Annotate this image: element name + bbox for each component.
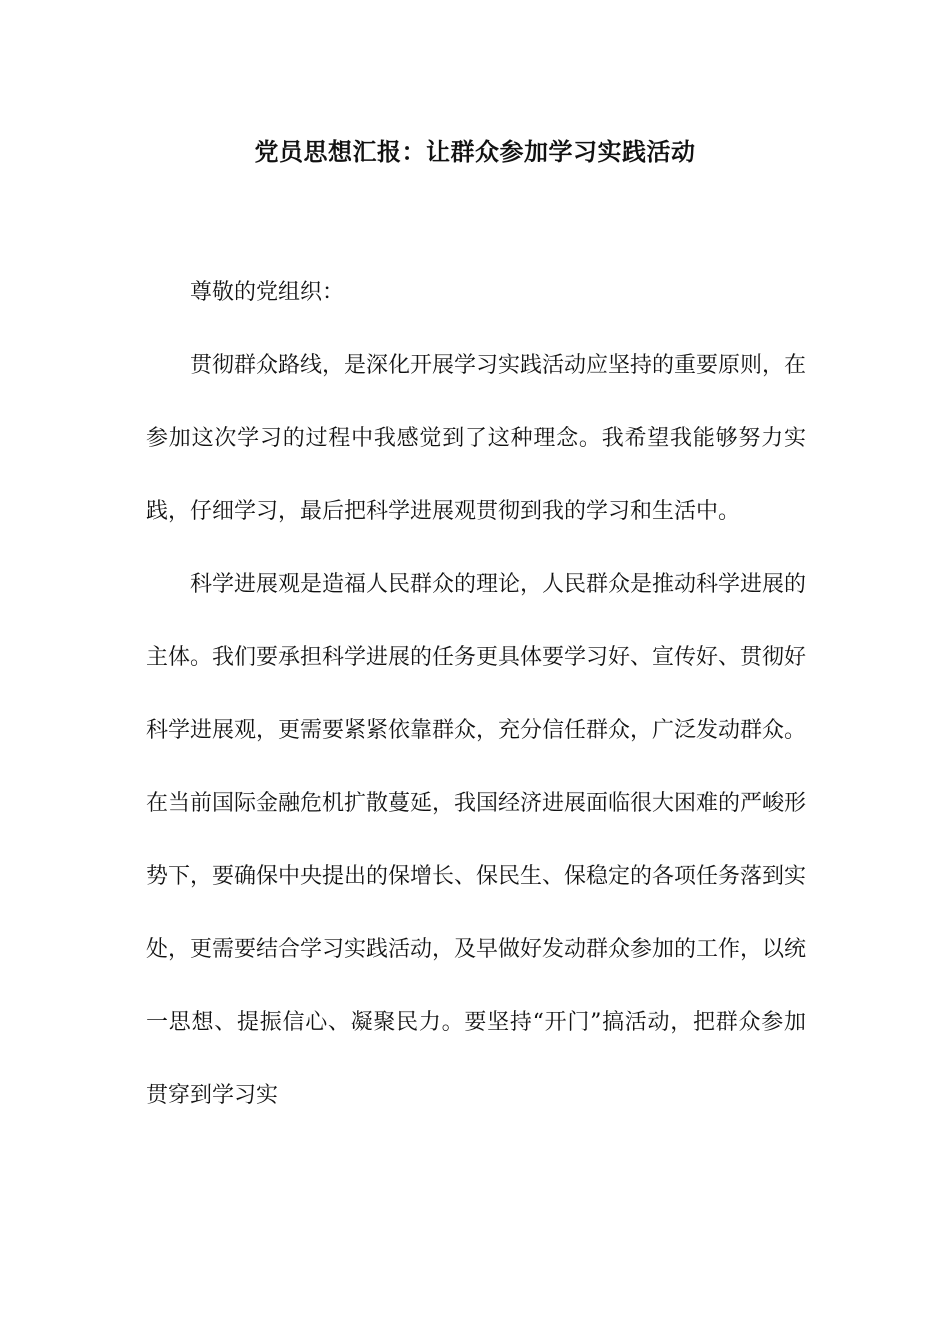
document-title: 党员思想汇报：让群众参加学习实践活动 (254, 137, 696, 166)
paragraph-1: 贯彻群众路线，是深化开展学习实践活动应坚持的重要原则，在参加这次学习的过程中我感觉到了这种理念。我希望我能够努力实践，仔细学习，最后把科学进展观贯彻到我的学习和生活中。 (146, 353, 807, 524)
salutation: 尊敬的党组织： (190, 280, 345, 305)
document-body (146, 256, 806, 1132)
paragraph-2: 科学进展观是造福人民群众的理论，人民群众是推动科学进展的主体。我们要承担科学进展的任务更具体要学习好、宣传好、贯彻好科学进展观，更需要紧紧依靠群众，充分信任群众，广泛发动群众。在当前国际金融危机扩散蔓延，我国经济进展面临很大困难的严峻形势下，要确保中央提出的保增长、保民生、保稳定的各项任务落到实处，更需要结合学习实践活动，及早做好发动群众参加的工作，以统一思想、提振信心、凝聚民力。要坚持“开门”搞活动，把群众参加贯穿到学习实 (146, 572, 807, 1108)
